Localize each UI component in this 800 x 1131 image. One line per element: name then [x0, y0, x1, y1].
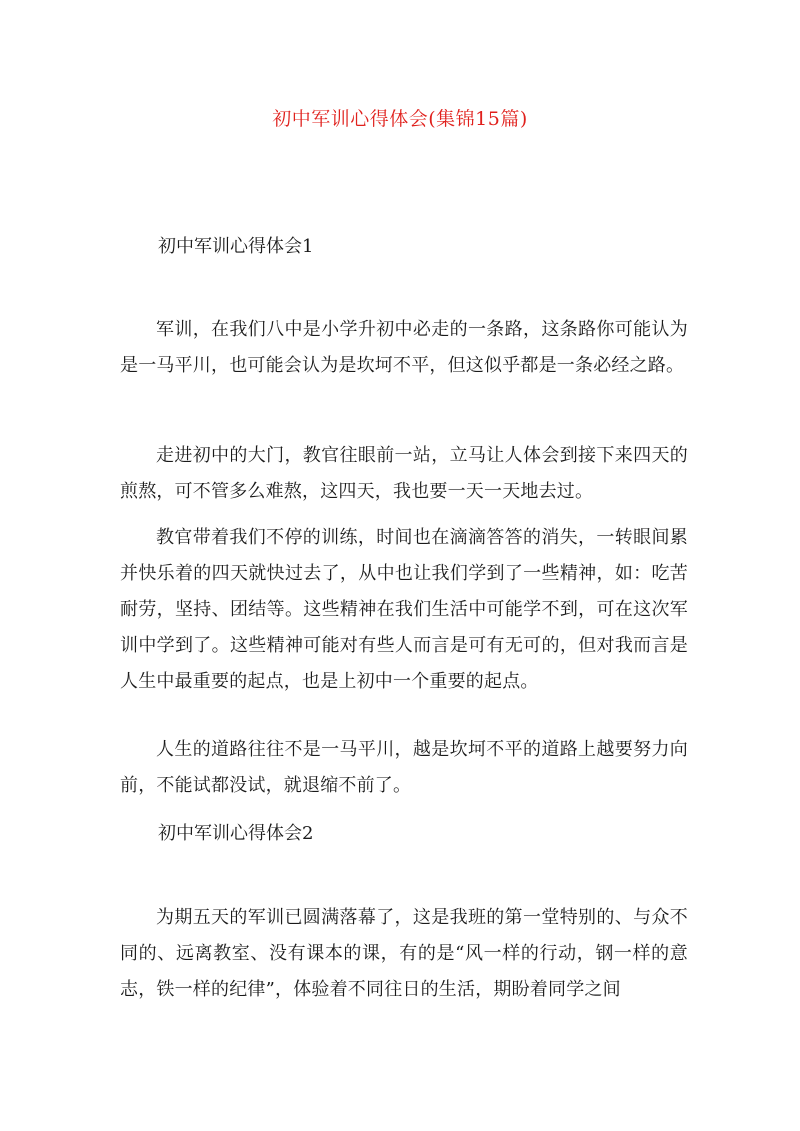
section-1-paragraph-2: 走进初中的大门，教官往眼前一站，立马让人体会到接下来四天的煎熬，可不管多么难熬，这四天，我也要一天一天地去过。 — [120, 445, 688, 502]
section-1-paragraph-1: 军训，在我们八中是小学升初中必走的一条路，这条路你可能认为是一马平川，也可能会认为是坎坷不平，但这似乎都是一条必经之路。 — [120, 319, 688, 376]
section-1-heading: 初中军训心得体会1 — [158, 236, 314, 257]
section-2-heading: 初中军训心得体会2 — [158, 823, 314, 844]
section-2-paragraph-1: 为期五天的军训已圆满落幕了，这是我班的第一堂特别的、与众不同的、远离教室、没有课本的课，有的是“风一样的行动，钢一样的意志，铁一样的纪律”，体验着不同往日的生活，期盼着同学之间 — [120, 907, 688, 1000]
section-1-paragraph-3: 教官带着我们不停的训练，时间也在滴滴答答的消失，一转眼间累并快乐着的四天就快过去了，从中也让我们学到了一些精神，如：吃苦耐劳，坚持、团结等。这些精神在我们生活中可能学不到，可在这次军训中学到了。这些精神可能对有些人而言是可有无可的，但对我而言是人生中最重要的起点，也是上初中一个重要的起点。 — [120, 527, 688, 692]
document-title: 初中军训心得体会(集锦15篇) — [272, 108, 528, 130]
section-1-paragraph-4: 人生的道路往往不是一马平川，越是坎坷不平的道路上越要努力向前，不能试都没试，就退缩不前了。 — [120, 739, 688, 796]
